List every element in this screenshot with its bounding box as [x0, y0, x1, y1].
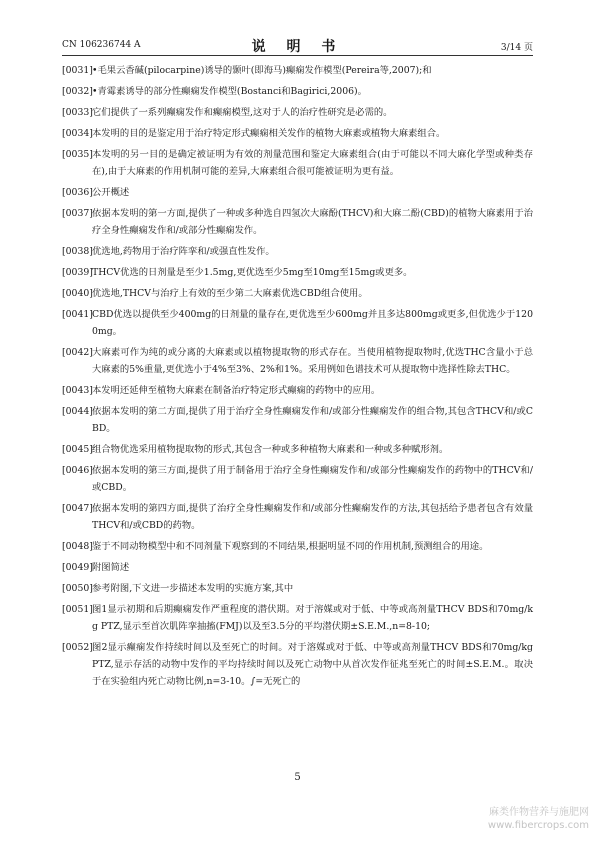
body-text: [62, 62, 533, 694]
paragraph-text: CBD优选以提供至少400mg的日剂量的量存在,更优选至少600mg并且多达800mg或更多,但优选少于1200mg。: [92, 309, 533, 337]
paragraph: [62, 344, 533, 378]
paragraph-number: [0033]: [62, 107, 93, 118]
paragraph: [62, 264, 533, 281]
paragraph-number: [0036]: [62, 187, 93, 198]
paragraph-text: •毛果云香碱(pilocarpine)诱导的颞叶(即海马)癫痫发作模型(Pereira等,2007);和: [92, 65, 432, 76]
paragraph-text: THCV优选的日剂量是至少1.5mg,更优选至少5mg至10mg至15mg或更多。: [92, 267, 413, 278]
paragraph-number: [0047]: [62, 503, 93, 514]
paragraph-number: [0049]: [62, 562, 93, 573]
paragraph-number: [0042]: [62, 347, 93, 358]
paragraph-text: 公开概述: [92, 187, 130, 198]
paragraph-text: 图1显示初期和后期癫痫发作严重程度的潜伏期。对于溶媒或对于低、中等或高剂量THCV BDS和70mg/kg PTZ,显示至首次肌阵挛抽搐(FMJ)以及至3.5分的平均潜伏期±S.E.M.,n=8-10;: [92, 604, 533, 632]
page-title: 说 明 书: [251, 39, 344, 55]
paragraph-text: 它们提供了一系列癫痫发作和癫痫模型,这对于人的治疗性研究是必需的。: [92, 107, 393, 118]
paragraph: [62, 83, 533, 100]
paragraph-number: [0050]: [62, 583, 93, 594]
patent-number: CN 106236744 A: [62, 40, 141, 50]
paragraph-number: [0037]: [62, 208, 93, 219]
paragraph: [62, 580, 533, 597]
paragraph-number: [0041]: [62, 309, 93, 320]
paragraph-text: 依据本发明的第二方面,提供了用于治疗全身性癫痫发作和/或部分性癫痫发作的组合物,其包含THCV和/或CBD。: [92, 406, 533, 434]
paragraph-number: [0034]: [62, 128, 93, 139]
watermark: [488, 806, 589, 832]
paragraph-text: 图2显示癫痫发作持续时间以及至死亡的时间。对于溶媒或对于低、中等或高剂量THCV BDS和70mg/kg PTZ,显示存活的动物中发作的平均持续时间以及死亡动物中从首次发作征兆至死亡的时间±S.E.M.。取决于在实验组内死亡动物比例,n=3-10。∫=无死亡的: [92, 642, 533, 687]
paragraph-text: 大麻素可作为纯的或分离的大麻素或以植物提取物的形式存在。当使用植物提取物时,优选THC含量小于总大麻素的5%重量,更优选小于4%至3%、2%和1%。采用例如色谱技术可从提取物中选择性除去THC。: [92, 347, 533, 375]
paragraph-number: [0043]: [62, 385, 93, 396]
watermark-line-2: www.fibercrops.com: [487, 820, 589, 831]
paragraph-text: 组合物优选采用植物提取物的形式,其包含一种或多种植物大麻素和一种或多种赋形剂。: [92, 444, 449, 455]
header-divider: [62, 55, 533, 56]
paragraph-number: [0051]: [62, 604, 93, 615]
watermark-line-1: 麻类作物营养与施肥网: [489, 807, 589, 818]
page-count: 3/14 页: [500, 43, 533, 53]
paragraph-number: [0038]: [62, 246, 93, 257]
paragraph: [62, 104, 533, 121]
paragraph: [62, 500, 533, 534]
paragraph: [62, 601, 533, 635]
paragraph-number: [0035]: [62, 149, 93, 160]
paragraph-number: [0048]: [62, 541, 93, 552]
paragraph-number: [0052]: [62, 642, 93, 653]
paragraph: [62, 285, 533, 302]
paragraph-number: [0040]: [62, 288, 93, 299]
paragraph-text: 本发明还延伸至植物大麻素在制备治疗特定形式癫痫的药物中的应用。: [92, 385, 381, 396]
paragraph: [62, 403, 533, 437]
paragraph-number: [0032]: [62, 86, 93, 97]
paragraph-text: 附图简述: [92, 562, 130, 573]
paragraph: [62, 62, 533, 79]
paragraph-number: [0031]: [62, 65, 93, 76]
paragraph-text: •青霉素诱导的部分性癫痫发作模型(Bostanci和Bagirici,2006)。: [92, 86, 367, 97]
paragraph: [62, 559, 533, 576]
paragraph-number: [0046]: [62, 465, 93, 476]
paragraph: [62, 243, 533, 260]
paragraph: [62, 639, 533, 690]
paragraph-text: 依据本发明的第四方面,提供了治疗全身性癫痫发作和/或部分性癫痫发作的方法,其包括给予患者包含有效量THCV和/或CBD的药物。: [92, 503, 533, 531]
paragraph-text: 鉴于不同动物模型中和不同剂量下观察到的不同结果,根据明显不同的作用机制,预测组合的用途。: [92, 541, 489, 552]
paragraph: [62, 184, 533, 201]
page-number: 5: [294, 772, 301, 783]
paragraph-text: 依据本发明的第三方面,提供了用于制备用于治疗全身性癫痫发作和/或部分性癫痫发作的药物中的THCV和/或CBD。: [92, 465, 533, 493]
paragraph-text: 依据本发明的第一方面,提供了一种或多种选自四氢次大麻酚(THCV)和大麻二酚(CBD)的植物大麻素用于治疗全身性癫痫发作和/或部分性癫痫发作。: [92, 208, 533, 236]
paragraph: [62, 146, 533, 180]
paragraph-number: [0044]: [62, 406, 93, 417]
paragraph: [62, 462, 533, 496]
paragraph: [62, 441, 533, 458]
paragraph-text: 参考附图,下文进一步描述本发明的实施方案,其中: [92, 583, 294, 594]
paragraph-number: [0045]: [62, 444, 93, 455]
paragraph-text: 本发明的另一目的是确定被证明为有效的剂量范围和鉴定大麻素组合(由于可能以不同大麻化学型或种类存在),由于大麻素的作用机制可能的差异,大麻素组合很可能被证明为更有益。: [92, 149, 533, 177]
paragraph: [62, 382, 533, 399]
paragraph-text: 本发明的目的是鉴定用于治疗特定形式癫痫相关发作的植物大麻素或植物大麻素组合。: [92, 128, 446, 139]
paragraph-number: [0039]: [62, 267, 93, 278]
paragraph: [62, 538, 533, 555]
paragraph-text: 优选地,药物用于治疗阵挛和/或强直性发作。: [92, 246, 275, 257]
paragraph-text: 优选地,THCV与治疗上有效的至少第二大麻素优选CBD组合使用。: [92, 288, 368, 299]
paragraph: [62, 205, 533, 239]
paragraph: [62, 306, 533, 340]
paragraph: [62, 125, 533, 142]
